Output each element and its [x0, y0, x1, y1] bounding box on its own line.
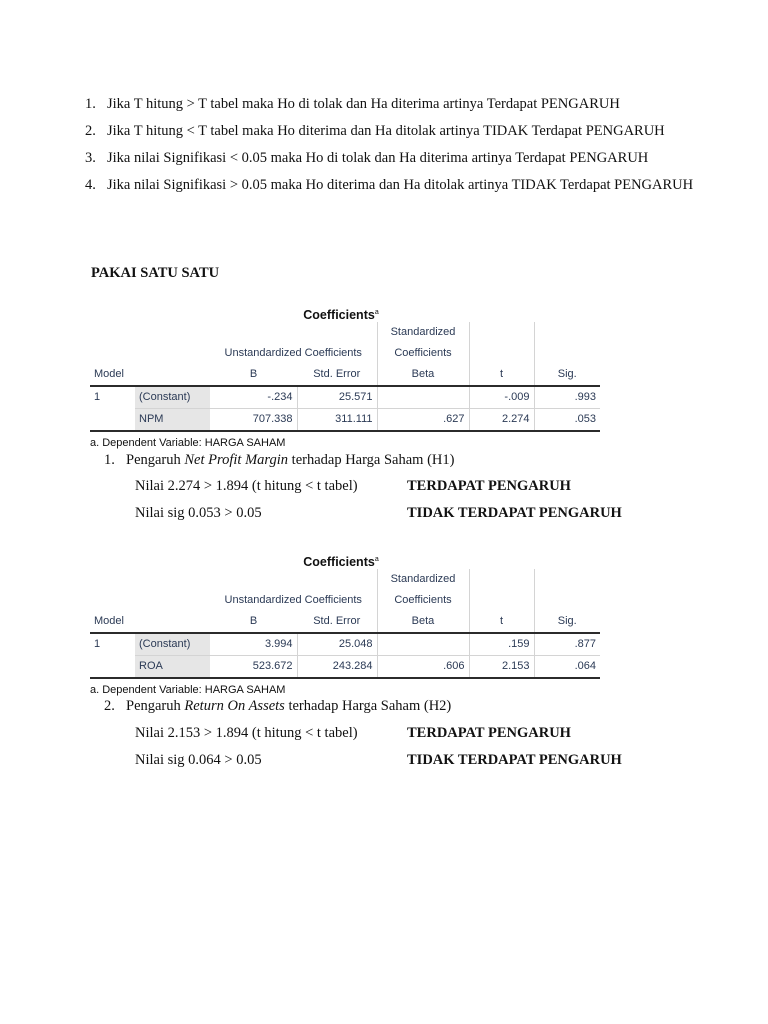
cell-b: -.234 — [210, 386, 297, 409]
col-header-b: B — [210, 364, 297, 386]
cell-t: 2.153 — [469, 656, 534, 679]
coefficients-table-npm — [90, 304, 600, 450]
cell-beta: .606 — [377, 656, 469, 679]
cell-beta: .627 — [377, 409, 469, 432]
effect-heading-h1: 1. Pengaruh Net Profit Margin terhadap Harga Saham (H1) — [104, 452, 455, 468]
cell-std-error: 243.284 — [297, 656, 377, 679]
table-row — [90, 633, 600, 656]
col-header-unstandardized: Unstandardized Coefficients — [210, 590, 377, 611]
cell-std-error: 25.048 — [297, 633, 377, 656]
row-label: ROA — [135, 656, 210, 679]
rule-number: 2. — [85, 123, 96, 139]
cell-sig: .064 — [534, 656, 600, 679]
table-row — [90, 386, 600, 409]
sig-test-result: TIDAK TERDAPAT PENGARUH — [407, 505, 622, 521]
row-label: NPM — [135, 409, 210, 432]
rule-text: Jika T hitung > T tabel maka Ho di tolak dan Ha diterima artinya Terdapat PENGARUH — [107, 96, 620, 112]
col-header-b: B — [210, 611, 297, 633]
table-title: Coefficients$^a$ — [303, 555, 379, 569]
effect-heading-h2: 2. Pengaruh Return On Assets terhadap Harga Saham (H2) — [104, 698, 452, 714]
cell-std-error: 311.111 — [297, 409, 377, 432]
cell-sig: .053 — [534, 409, 600, 432]
cell-b: 523.672 — [210, 656, 297, 679]
sig-test-line: Nilai sig 0.053 > 0.05 — [135, 505, 262, 521]
model-number: 1 — [90, 633, 135, 678]
col-header-sig: Sig. — [534, 364, 600, 386]
col-header-model: Model — [90, 611, 210, 633]
row-label: (Constant) — [135, 386, 210, 409]
table-footnote: a. Dependent Variable: HARGA SAHAM — [90, 437, 286, 449]
table-title: Coefficients$^a$ — [303, 308, 379, 322]
col-header-coefficients: Coefficients — [377, 590, 469, 611]
col-header-std-error: Std. Error — [297, 611, 377, 633]
rule-item — [85, 118, 725, 145]
model-number: 1 — [90, 386, 135, 431]
rule-text: Jika nilai Signifikasi > 0.05 maka Ho diterima dan Ha ditolak artinya TIDAK Terdapat PENGARUH — [107, 177, 694, 193]
cell-b: 3.994 — [210, 633, 297, 656]
sig-test-line: Nilai sig 0.064 > 0.05 — [135, 752, 262, 768]
table-row — [90, 656, 600, 679]
cell-t: -.009 — [469, 386, 534, 409]
rule-item — [85, 172, 725, 199]
section-heading: PAKAI SATU SATU — [91, 265, 220, 281]
rule-text: Jika nilai Signifikasi < 0.05 maka Ho di tolak dan Ha diterima artinya Terdapat PENGARUH — [107, 150, 649, 166]
rule-number: 4. — [85, 177, 96, 193]
col-header-t: t — [469, 364, 534, 386]
col-header-unstandardized: Unstandardized Coefficients — [210, 343, 377, 364]
cell-sig: .877 — [534, 633, 600, 656]
coefficients-table-roa — [90, 551, 600, 697]
t-test-result: TERDAPAT PENGARUH — [407, 725, 571, 741]
table-row — [90, 409, 600, 432]
col-header-standardized: Standardized — [377, 322, 469, 343]
rule-number: 1. — [85, 96, 96, 112]
col-header-sig: Sig. — [534, 611, 600, 633]
rule-item — [85, 91, 725, 118]
cell-t: .159 — [469, 633, 534, 656]
table-footnote: a. Dependent Variable: HARGA SAHAM — [90, 684, 286, 696]
sig-test-result: TIDAK TERDAPAT PENGARUH — [407, 752, 622, 768]
col-header-model: Model — [90, 364, 210, 386]
rule-text: Jika T hitung < T tabel maka Ho diterima dan Ha ditolak artinya TIDAK Terdapat PENGARUH — [107, 123, 665, 139]
rule-item — [85, 145, 725, 172]
t-test-line: Nilai 2.153 > 1.894 (t hitung < t tabel) — [135, 725, 358, 741]
cell-std-error: 25.571 — [297, 386, 377, 409]
rule-number: 3. — [85, 150, 96, 166]
col-header-beta: Beta — [377, 611, 469, 633]
col-header-coefficients: Coefficients — [377, 343, 469, 364]
cell-beta — [377, 386, 469, 409]
cell-beta — [377, 633, 469, 656]
col-header-standardized: Standardized — [377, 569, 469, 590]
hypothesis-rules-list — [85, 91, 725, 199]
cell-t: 2.274 — [469, 409, 534, 432]
col-header-std-error: Std. Error — [297, 364, 377, 386]
t-test-result: TERDAPAT PENGARUH — [407, 478, 571, 494]
t-test-line: Nilai 2.274 > 1.894 (t hitung < t tabel) — [135, 478, 358, 494]
row-label: (Constant) — [135, 633, 210, 656]
col-header-beta: Beta — [377, 364, 469, 386]
col-header-t: t — [469, 611, 534, 633]
cell-b: 707.338 — [210, 409, 297, 432]
cell-sig: .993 — [534, 386, 600, 409]
